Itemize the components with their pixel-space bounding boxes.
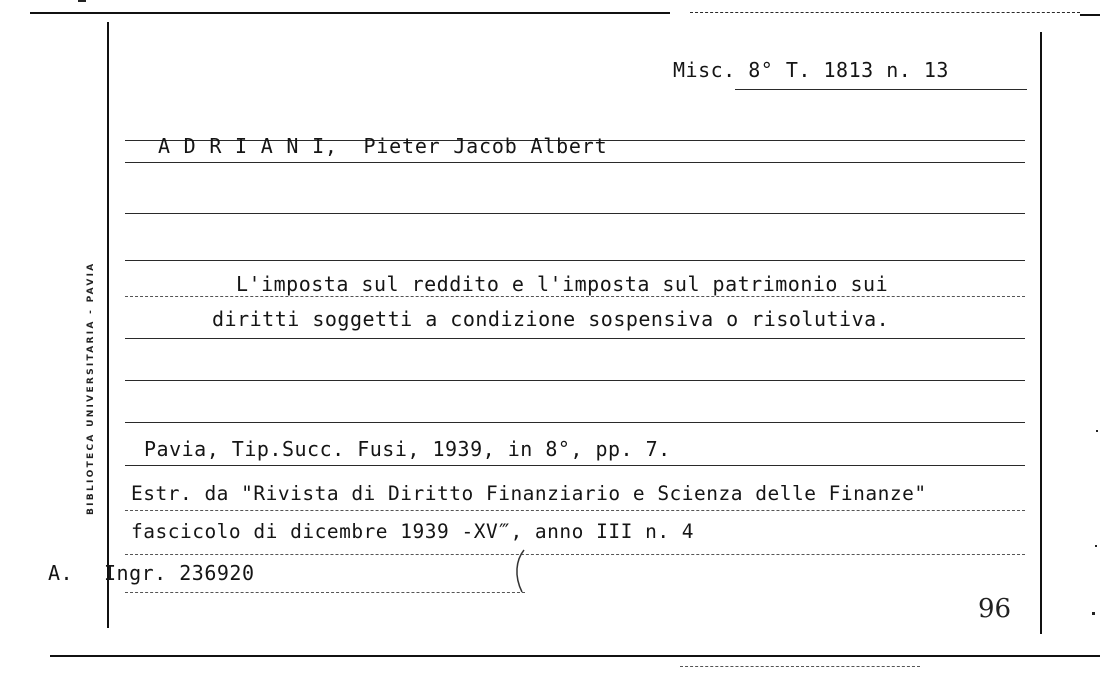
ruled-line-10 [125,510,1025,511]
stray-mark [1092,612,1095,615]
title-line-1: L'imposta sul reddito e l'imposta sul patrimonio sui [236,272,889,296]
imprint: Pavia, Tip.Succ. Fusi, 1939, in 8°, pp. 7. [144,437,671,461]
acquisition-number: Ingr. 236920 [104,561,255,585]
top-edge-line-far-right [1080,14,1100,16]
library-stamp: BIBLIOTECA UNIVERSITARIA - PAVIA [86,261,96,515]
note-line-1: Estr. da "Rivista di Diritto Finanziario e Scienza delle Finanze" [131,482,927,505]
pencil-mark [510,548,530,598]
ruled-line-5 [125,296,1025,297]
shelfmark-underline [735,89,1027,90]
ruled-line-11 [125,554,1025,555]
ruled-line-9 [125,465,1025,466]
handwritten-number: 96 [978,594,1012,624]
ruled-line-7 [125,380,1025,381]
ruled-line-3 [125,213,1025,214]
ruled-line-2 [125,162,1025,163]
note-line-2: fascicolo di dicembre 1939 -XV‴, anno III n. 4 [131,520,695,543]
top-edge-line-right [690,12,1080,13]
ruled-line-8 [125,422,1025,423]
ruled-line-6 [125,338,1025,339]
stray-mark [1095,545,1097,547]
ruled-line-12 [125,592,525,593]
stray-mark [78,0,86,2]
acquisition-prefix: A. [48,561,74,585]
top-edge-line [30,12,670,14]
author-heading: A D R I A N I, Pieter Jacob Albert [158,134,608,158]
left-margin-line [107,22,109,628]
bottom-edge-dashes [680,666,920,667]
shelfmark: Misc. 8° T. 1813 n. 13 [673,58,949,82]
right-margin-line [1040,32,1042,634]
title-line-2: diritti soggetti a condizione sospensiva o risolutiva. [212,307,890,331]
ruled-line-4 [125,260,1025,261]
stray-mark [1096,430,1098,432]
bottom-edge-line [50,655,1100,657]
